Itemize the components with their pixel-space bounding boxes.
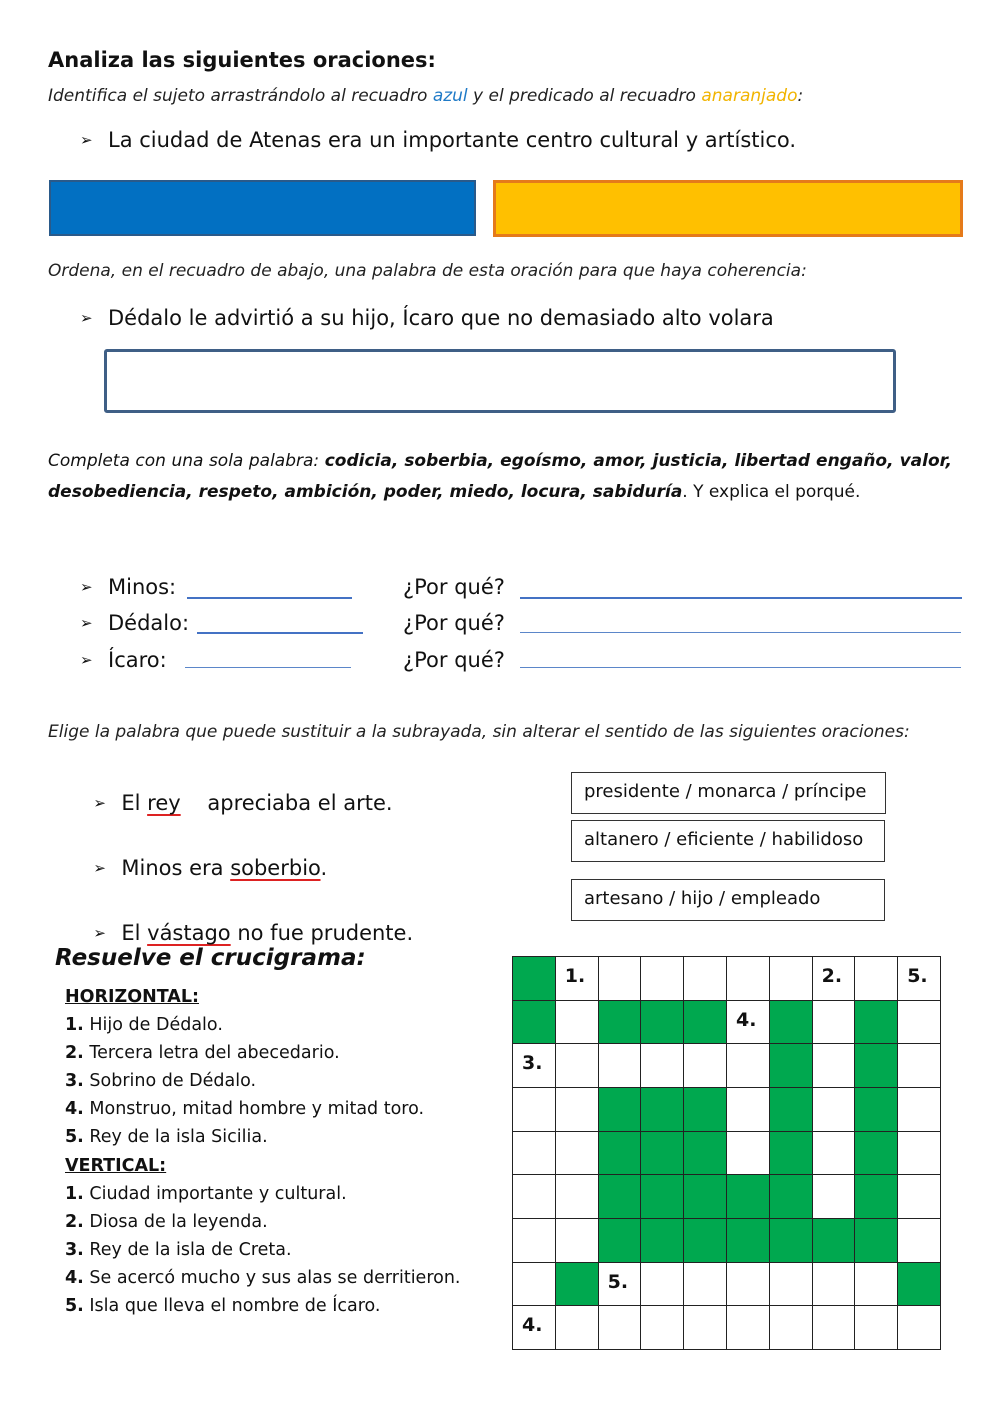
instruction-synonyms: Elige la palabra que puede sustituir a la subrayada, sin alterar el sentido de las siguientes oraciones: [48, 722, 910, 742]
crossword-block [770, 1044, 813, 1088]
arrow-bullet-icon: ➢ [93, 794, 106, 812]
crossword-numbered-cell[interactable]: 3. [513, 1044, 556, 1088]
crossword-cell[interactable] [599, 957, 642, 1001]
fill-row [80, 575, 176, 599]
crossword-block [641, 1132, 684, 1176]
crossword-block [770, 1175, 813, 1219]
crossword-block [770, 1219, 813, 1263]
fill-row [80, 611, 189, 635]
crossword-numbered-cell[interactable]: 1. [556, 957, 599, 1001]
crossword-cell[interactable] [855, 1263, 898, 1307]
word-bank: codicia, soberbia, egoísmo, amor, justicia, libertad engaño, valor, desobediencia, respeto, ambición, poder, miedo, locura, sabiduría [48, 451, 952, 502]
crossword-cell[interactable] [727, 1306, 770, 1350]
crossword-cell[interactable] [898, 1175, 941, 1219]
crossword-block [641, 1175, 684, 1219]
crossword-block [727, 1175, 770, 1219]
crossword-block [855, 1132, 898, 1176]
answer-line[interactable] [185, 667, 351, 668]
options-select[interactable]: presidente / monarca / príncipe [571, 772, 886, 814]
crossword-grid [512, 956, 941, 1350]
crossword-cell[interactable] [556, 1175, 599, 1219]
crossword-block [599, 1088, 642, 1132]
clue-number: 4. [65, 1099, 84, 1120]
crossword-cell[interactable] [684, 1263, 727, 1307]
answer-line[interactable] [197, 632, 363, 634]
crossword-cell[interactable] [684, 957, 727, 1001]
crossword-block [898, 1263, 941, 1307]
instruction-subject-predicate [48, 86, 803, 106]
crossword-cell[interactable] [813, 1263, 856, 1307]
crossword-cell[interactable] [813, 1306, 856, 1350]
crossword-cell[interactable] [556, 1001, 599, 1045]
clue-number: 1. [65, 1015, 84, 1036]
clue-number: 4. [65, 1267, 84, 1288]
instruction-text: . Y explica el porqué. [682, 482, 861, 502]
synonym-sentence [80, 897, 413, 945]
arrow-bullet-icon: ➢ [80, 578, 93, 596]
crossword-block [770, 1132, 813, 1176]
crossword-block [684, 1088, 727, 1132]
sentence-text: no fue prudente. [230, 921, 414, 945]
synonym-sentence [80, 832, 327, 880]
crossword-cell[interactable] [855, 957, 898, 1001]
crossword-cell[interactable] [641, 1306, 684, 1350]
crossword-block [641, 1219, 684, 1263]
sentence-item [80, 306, 774, 330]
crossword-block [513, 1001, 556, 1045]
clue-number: 5. [65, 1296, 84, 1317]
fill-label: Dédalo: [108, 611, 190, 635]
clue-text: Monstruo, mitad hombre y mitad toro. [83, 1099, 425, 1120]
sentence-item [80, 128, 796, 152]
crossword-cell[interactable] [770, 1263, 813, 1307]
crossword-block [727, 1219, 770, 1263]
clue-number: 1. [65, 1183, 84, 1204]
why-answer-line[interactable] [520, 597, 962, 599]
crossword-clues [65, 983, 461, 1320]
blue-word: azul [432, 86, 468, 106]
crossword-numbered-cell[interactable]: 5. [898, 957, 941, 1001]
crossword-cell[interactable] [727, 1088, 770, 1132]
crossword-cell[interactable] [641, 957, 684, 1001]
orange-word: anaranjado [701, 86, 798, 106]
crossword-block [684, 1132, 727, 1176]
clue-text: Diosa de la leyenda. [83, 1211, 268, 1232]
crossword-cell[interactable] [727, 957, 770, 1001]
arrow-bullet-icon: ➢ [80, 651, 93, 669]
crossword-cell[interactable] [855, 1306, 898, 1350]
crossword-block [684, 1001, 727, 1045]
crossword-cell[interactable] [898, 1044, 941, 1088]
predicate-drop-box[interactable] [493, 180, 963, 237]
crossword-cell[interactable] [898, 1132, 941, 1176]
crossword-numbered-cell[interactable]: 5. [599, 1263, 642, 1307]
clue [65, 1236, 461, 1264]
options-select[interactable]: artesano / hijo / empleado [571, 879, 885, 921]
crossword-cell[interactable] [599, 1044, 642, 1088]
crossword-numbered-cell[interactable]: 4. [513, 1306, 556, 1350]
sentence-text: . [320, 856, 328, 880]
clue [65, 1264, 461, 1292]
crossword-cell[interactable] [556, 1044, 599, 1088]
crossword-cell[interactable] [813, 1088, 856, 1132]
clue-number: 5. [65, 1127, 84, 1148]
crossword-cell[interactable] [813, 1132, 856, 1176]
crossword-block [641, 1001, 684, 1045]
crossword-cell[interactable] [684, 1044, 727, 1088]
crossword-cell[interactable] [813, 1175, 856, 1219]
synonym-sentence [80, 767, 393, 815]
crossword-cell[interactable] [513, 1175, 556, 1219]
fill-row [80, 648, 167, 672]
crossword-cell[interactable] [898, 1088, 941, 1132]
instruction-text: Completa con una sola palabra: [48, 451, 325, 471]
crossword-title: Resuelve el crucigrama: [55, 945, 366, 971]
crossword-block [770, 1088, 813, 1132]
clue [65, 1095, 461, 1123]
crossword-block [599, 1219, 642, 1263]
page-title: Analiza las siguientes oraciones: [48, 48, 436, 72]
instruction-text: Identifica el sujeto arrastrándolo al recuadro [48, 86, 433, 106]
crossword-block [855, 1175, 898, 1219]
why-label: ¿Por qué? [403, 611, 505, 635]
order-answer-box[interactable] [104, 349, 896, 413]
why-label: ¿Por qué? [403, 648, 505, 672]
crossword-cell[interactable] [898, 1306, 941, 1350]
crossword-cell[interactable] [599, 1306, 642, 1350]
clue-text: Rey de la isla de Creta. [83, 1239, 292, 1260]
crossword-cell[interactable] [684, 1306, 727, 1350]
crossword-cell[interactable] [641, 1263, 684, 1307]
crossword-block [855, 1001, 898, 1045]
sentence-text: El [121, 921, 148, 945]
sentence-text: apreciaba el arte. [180, 791, 393, 815]
clue-number: 2. [65, 1211, 84, 1232]
crossword-cell[interactable] [813, 1001, 856, 1045]
vertical-heading: VERTICAL: [65, 1155, 167, 1176]
crossword-cell[interactable] [513, 1219, 556, 1263]
clue [65, 1208, 461, 1236]
why-answer-line[interactable] [520, 667, 961, 668]
crossword-cell[interactable] [556, 1088, 599, 1132]
underlined-word: rey [147, 791, 181, 815]
crossword-block [770, 1001, 813, 1045]
crossword-block [855, 1219, 898, 1263]
crossword-cell[interactable] [513, 1263, 556, 1307]
crossword-cell[interactable] [813, 1044, 856, 1088]
options-select[interactable]: altanero / eficiente / habilidoso [571, 820, 885, 862]
crossword-block [513, 957, 556, 1001]
subject-drop-box[interactable] [49, 180, 476, 236]
crossword-block [855, 1044, 898, 1088]
crossword-cell[interactable] [898, 1219, 941, 1263]
why-label: ¿Por qué? [403, 575, 505, 599]
sentence-text[interactable]: La ciudad de Atenas era un importante centro cultural y artístico. [108, 128, 797, 152]
crossword-cell[interactable] [513, 1088, 556, 1132]
crossword-block [599, 1132, 642, 1176]
crossword-cell[interactable] [641, 1044, 684, 1088]
complete-instruction [48, 446, 952, 508]
sentence-text[interactable]: Dédalo le advirtió a su hijo, Ícaro que no demasiado alto volara [108, 306, 774, 330]
arrow-bullet-icon: ➢ [80, 309, 93, 327]
clue [65, 1039, 461, 1067]
arrow-bullet-icon: ➢ [80, 614, 93, 632]
clue-text: Rey de la isla Sicilia. [83, 1127, 268, 1148]
crossword-cell[interactable] [770, 1306, 813, 1350]
crossword-block [684, 1175, 727, 1219]
crossword-block [556, 1263, 599, 1307]
clue-text: Se acercó mucho y sus alas se derritieron. [83, 1267, 461, 1288]
crossword-cell[interactable] [556, 1132, 599, 1176]
fill-label: Ícaro: [108, 648, 167, 672]
crossword-cell[interactable] [556, 1306, 599, 1350]
clue [65, 1180, 461, 1208]
underlined-word: soberbio [230, 856, 321, 880]
underlined-word: vástago [147, 921, 231, 945]
instruction-text: y el predicado al recuadro [467, 86, 702, 106]
clue [65, 1292, 461, 1320]
crossword-numbered-cell[interactable]: 4. [727, 1001, 770, 1045]
crossword-cell[interactable] [513, 1132, 556, 1176]
crossword-cell[interactable] [556, 1219, 599, 1263]
answer-line[interactable] [187, 597, 352, 599]
arrow-bullet-icon: ➢ [93, 859, 106, 877]
crossword-block [684, 1219, 727, 1263]
instruction-text: : [797, 86, 804, 106]
crossword-cell[interactable] [727, 1044, 770, 1088]
horizontal-heading: HORIZONTAL: [65, 987, 199, 1007]
crossword-block [641, 1088, 684, 1132]
clue [65, 1123, 461, 1151]
clue-text: Isla que lleva el nombre de Ícaro. [83, 1296, 381, 1317]
fill-label: Minos: [108, 575, 177, 599]
crossword-block [855, 1088, 898, 1132]
clue-text: Hijo de Dédalo. [83, 1015, 223, 1036]
crossword-block [599, 1175, 642, 1219]
clue-text: Sobrino de Dédalo. [83, 1071, 257, 1092]
sentence-text: Minos era [121, 856, 231, 880]
crossword-cell[interactable] [898, 1001, 941, 1045]
why-answer-line[interactable] [520, 632, 961, 633]
clue [65, 1011, 461, 1039]
clue-number: 3. [65, 1239, 84, 1260]
crossword-numbered-cell[interactable]: 2. [813, 957, 856, 1001]
sentence-text: El [121, 791, 148, 815]
clue-text: Tercera letra del abecedario. [83, 1043, 340, 1064]
arrow-bullet-icon: ➢ [93, 924, 106, 942]
arrow-bullet-icon: ➢ [80, 131, 93, 149]
crossword-cell[interactable] [770, 957, 813, 1001]
crossword-cell[interactable] [727, 1263, 770, 1307]
instruction-order: Ordena, en el recuadro de abajo, una palabra de esta oración para que haya coherencia: [48, 261, 807, 281]
crossword-block [599, 1001, 642, 1045]
crossword-cell[interactable] [727, 1132, 770, 1176]
clue-text: Ciudad importante y cultural. [83, 1183, 347, 1204]
clue-number: 3. [65, 1071, 84, 1092]
crossword-block [813, 1219, 856, 1263]
clue [65, 1067, 461, 1095]
clue-number: 2. [65, 1043, 84, 1064]
